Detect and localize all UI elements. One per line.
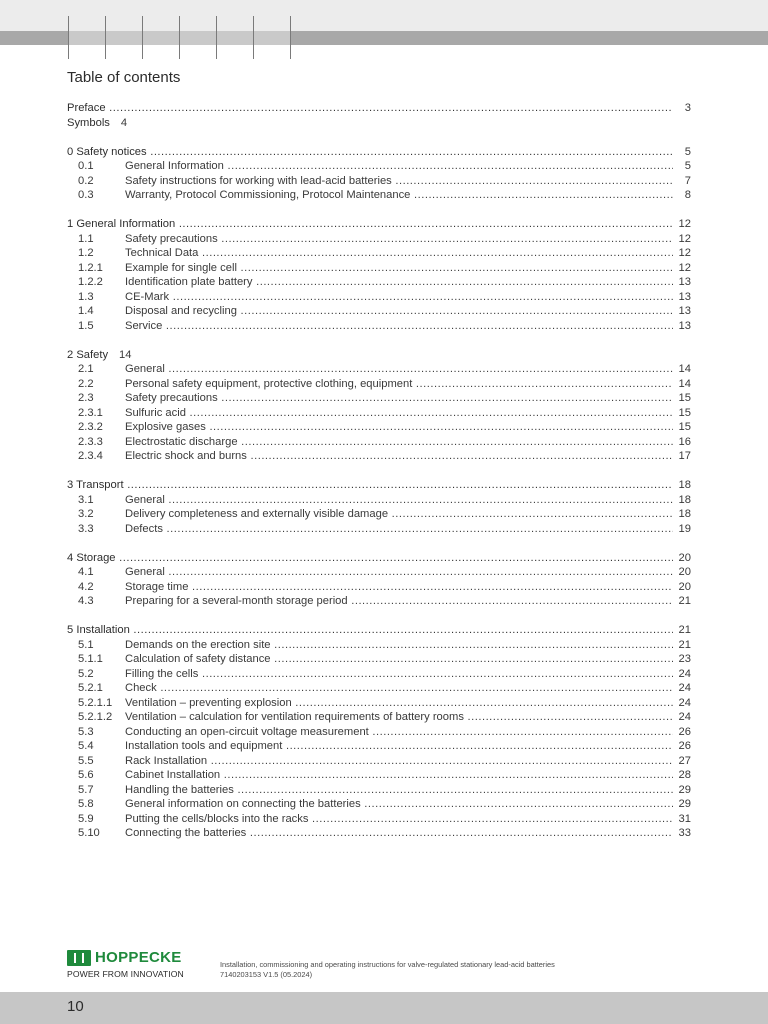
toc-page-number: 21 (678, 624, 691, 636)
toc-entry-label: Check ..... (125, 681, 673, 696)
toc-page-number: 27 (678, 754, 691, 767)
header-tick (105, 16, 106, 59)
toc-section-number: 5.1 (78, 638, 94, 651)
toc-page-number: 24 (678, 667, 691, 680)
toc-chapter-row[interactable] (67, 478, 691, 493)
header-band (0, 0, 768, 31)
toc-entry-row[interactable] (67, 565, 691, 580)
toc-section-number: 2.3.2 (78, 421, 103, 433)
toc-page-number: 21 (678, 638, 691, 651)
toc-section-number: 3.3 (78, 522, 94, 535)
toc-chapter-label: 2 Safety (67, 348, 109, 361)
toc-gap (67, 609, 691, 624)
logo-wordmark: HOPPECKE (95, 949, 182, 966)
toc-entry-label: General ..... (125, 493, 673, 508)
toc-entry-label: Rack Installation ..... (125, 754, 673, 769)
header-tick (179, 16, 180, 59)
toc-entry-label: Installation tools and equipment ..... (125, 739, 673, 754)
toc-page-number: 26 (678, 740, 691, 752)
toc-entry-row[interactable] (67, 580, 691, 595)
toc-section-number: 0.1 (78, 160, 94, 172)
toc-entry-label: Storage time ..... (125, 580, 673, 595)
toc-entry-row[interactable] (67, 638, 691, 653)
toc-entry-row[interactable] (67, 594, 691, 609)
toc-page-number: 23 (678, 653, 691, 665)
toc-entry-label: General ..... (125, 362, 673, 377)
toc-entry-row[interactable] (67, 290, 691, 305)
toc-page-number: 29 (678, 798, 691, 810)
toc-page-number: 13 (678, 319, 691, 332)
toc-entry-label: Disposal and recycling ..... (125, 304, 673, 319)
toc-entry-row[interactable] (67, 739, 691, 754)
header-tick (216, 16, 217, 59)
toc-page-number: 8 (684, 189, 691, 201)
toc-gap (67, 464, 691, 479)
toc-page-number: 19 (678, 522, 691, 535)
toc-chapter-label: 3 Transport ..... (67, 478, 673, 493)
toc-section-number: 4.2 (78, 580, 94, 593)
toc-entry-label: General ..... (125, 565, 673, 580)
toc-page-number: 24 (678, 696, 691, 709)
toc-section-number: 1.2 (78, 247, 94, 259)
toc-entry-label: Ventilation – calculation for ventilation requirements of battery rooms ..... (125, 710, 673, 725)
toc-chapter-row[interactable] (67, 101, 691, 116)
toc-entry-row[interactable] (67, 435, 691, 450)
toc-section-number: 2.3.1 (78, 406, 103, 419)
toc-entry-row[interactable] (67, 652, 691, 667)
toc-entry-row[interactable] (67, 783, 691, 798)
toc-entry-label: Explosive gases ..... (125, 420, 673, 435)
toc-section-number: 4.1 (78, 566, 94, 578)
toc-section-number: 2.3.3 (78, 435, 103, 448)
toc-entry-label: Personal safety equipment, protective clothing, equipment ..... (125, 377, 673, 392)
header-tick (290, 16, 291, 59)
toc-page-number: 33 (678, 827, 691, 839)
toc-page-number: 20 (678, 580, 691, 593)
toc-page-number: 12 (678, 261, 691, 274)
toc-entry-label: Handling the batteries ..... (125, 783, 673, 798)
toc-section-number: 3.1 (78, 493, 94, 506)
toc-entry-label: Demands on the erection site ..... (125, 638, 673, 653)
toc-gap (67, 536, 691, 551)
footer-doc-code: 7140203153 V1.5 (05.2024) (220, 970, 313, 979)
logo-tagline: POWER FROM INNOVATION (67, 969, 184, 979)
toc-chapter-inline (67, 116, 127, 131)
toc-entry-row[interactable] (67, 681, 691, 696)
toc-entry-label: Conducting an open-circuit voltage measurement ..... (125, 725, 673, 740)
toc-page-number: 15 (678, 392, 691, 404)
toc-section-number: 1.5 (78, 319, 94, 332)
toc-chapter-row[interactable] (67, 623, 691, 638)
toc-page-number: 14 (678, 363, 691, 375)
toc-page-number: 18 (678, 493, 691, 506)
page-title: Table of contents (67, 69, 181, 86)
toc-section-number: 0.2 (78, 174, 94, 187)
toc-section-number: 4.3 (78, 595, 94, 607)
toc-section-number: 1.2.2 (78, 276, 103, 288)
toc-entry-label: Delivery completeness and externally visible damage ..... (125, 507, 673, 522)
toc-entry-row[interactable] (67, 797, 691, 812)
toc-entry-label: Ventilation – preventing explosion ..... (125, 696, 673, 711)
page-number: 10 (67, 998, 84, 1015)
toc-section-number: 5.2 (78, 667, 94, 680)
toc-entry-row[interactable] (67, 507, 691, 522)
toc-chapter-label: 5 Installation ..... (67, 623, 673, 638)
toc-page-number: 13 (678, 305, 691, 317)
toc-gap (67, 203, 691, 218)
toc-entry-label: Safety precautions ..... (125, 232, 673, 247)
toc-page-number: 24 (678, 682, 691, 694)
toc-entry-row[interactable] (67, 493, 691, 508)
toc-entry-row[interactable] (67, 304, 691, 319)
toc-entry-label: Filling the cells ..... (125, 667, 673, 682)
toc-entry-row[interactable] (67, 667, 691, 682)
toc-section-number: 5.2.1.2 (78, 711, 113, 723)
toc-page-number: 14 (678, 377, 691, 390)
toc-page-number: 20 (678, 551, 691, 564)
toc-page-number: 3 (684, 102, 691, 114)
toc-entry-row[interactable] (67, 406, 691, 421)
toc-section-number: 5.2.1 (78, 682, 103, 694)
toc-gap (67, 130, 691, 145)
toc-entry-row[interactable] (67, 362, 691, 377)
toc-page-number: 4 (120, 116, 128, 129)
toc-entry-label: Warranty, Protocol Commissioning, Protocol Maintenance ..... (125, 188, 673, 203)
toc-chapter-row[interactable] (67, 551, 691, 566)
toc-entry-row[interactable] (67, 754, 691, 769)
toc-section-number: 1.2.1 (78, 261, 103, 274)
toc-section-number: 2.1 (78, 363, 94, 375)
toc-entry-row[interactable] (67, 174, 691, 189)
toc-entry-row[interactable] (67, 696, 691, 711)
toc-page-number: 15 (678, 421, 691, 433)
toc-entry-label: General information on connecting the batteries ..... (125, 797, 673, 812)
toc-page-number: 5 (684, 160, 691, 172)
toc-entry-label: Preparing for a several-month storage period ..... (125, 594, 673, 609)
toc-section-number: 5.3 (78, 725, 94, 738)
toc-section-number: 2.2 (78, 377, 94, 390)
toc-entry-label: Service ..... (125, 319, 673, 334)
toc-gap (67, 333, 691, 348)
toc-page-number: 17 (678, 450, 691, 462)
toc-entry-row[interactable] (67, 232, 691, 247)
toc-page-number: 21 (678, 595, 691, 607)
toc-section-number: 5.5 (78, 754, 94, 767)
toc-entry-row[interactable] (67, 391, 691, 406)
toc-section-number: 3.2 (78, 508, 94, 520)
toc-chapter-inline (67, 348, 132, 363)
toc-entry-row[interactable] (67, 768, 691, 783)
toc-entry-label: CE-Mark ..... (125, 290, 673, 305)
footer-document-info (220, 960, 555, 980)
toc-page-number: 12 (678, 232, 691, 245)
toc-page-number: 18 (678, 479, 691, 491)
toc-section-number: 5.2.1.1 (78, 696, 113, 709)
toc-page-number: 13 (678, 276, 691, 288)
toc-entry-label: Connecting the batteries ..... (125, 826, 673, 841)
toc-entry-row[interactable] (67, 710, 691, 725)
toc-chapter-label: Symbols (67, 116, 110, 129)
header-tick (142, 16, 143, 59)
toc-page-number: 15 (678, 406, 691, 419)
toc-page-number: 5 (684, 145, 691, 158)
toc-section-number: 1.1 (78, 232, 94, 245)
toc-section-number: 5.1.1 (78, 653, 103, 665)
toc-entry-label: Safety instructions for working with lead-acid batteries ..... (125, 174, 673, 189)
toc-page-number: 13 (678, 290, 691, 303)
toc-entry-label: Electric shock and burns ..... (125, 449, 673, 464)
toc-entry-label: Calculation of safety distance ..... (125, 652, 673, 667)
toc-chapter-label: 1 General Information ..... (67, 217, 673, 232)
toc-chapter-label: 4 Storage ..... (67, 551, 673, 566)
toc-entry-row[interactable] (67, 377, 691, 392)
table-of-contents (67, 101, 691, 841)
toc-entry-row[interactable] (67, 261, 691, 276)
toc-section-number: 0.3 (78, 189, 94, 201)
toc-entry-row[interactable] (67, 522, 691, 537)
toc-entry-label: Safety precautions ..... (125, 391, 673, 406)
toc-entry-label: Sulfuric acid ..... (125, 406, 673, 421)
toc-section-number: 1.4 (78, 305, 94, 317)
footer-doc-title: Installation, commissioning and operating instructions for valve-regulated stationary lead-acid batteries (220, 960, 555, 969)
toc-page-number: 12 (678, 218, 691, 230)
toc-entry-row[interactable] (67, 826, 691, 841)
toc-chapter-row[interactable] (67, 348, 691, 363)
toc-section-number: 5.6 (78, 769, 94, 781)
toc-entry-label: Cabinet Installation ..... (125, 768, 673, 783)
toc-section-number: 5.9 (78, 812, 94, 825)
toc-entry-row[interactable] (67, 725, 691, 740)
toc-entry-label: Technical Data ..... (125, 246, 673, 261)
footer-band (0, 992, 768, 1024)
toc-section-number: 5.7 (78, 783, 94, 796)
toc-chapter-row[interactable] (67, 145, 691, 160)
hoppecke-logo (67, 950, 197, 980)
toc-page-number: 26 (678, 725, 691, 738)
toc-section-number: 5.4 (78, 740, 94, 752)
toc-entry-label: Putting the cells/blocks into the racks ..... (125, 812, 673, 827)
header-tick (253, 16, 254, 59)
toc-entry-row[interactable] (67, 812, 691, 827)
toc-entry-row[interactable] (67, 275, 691, 290)
toc-entry-row[interactable] (67, 246, 691, 261)
toc-page-number: 20 (678, 566, 691, 578)
toc-section-number: 5.8 (78, 798, 94, 810)
toc-entry-label: Defects ..... (125, 522, 673, 537)
toc-entry-label: Electrostatic discharge ..... (125, 435, 673, 450)
logo-mark-icon (67, 950, 91, 966)
toc-chapter-row[interactable] (67, 116, 691, 131)
toc-chapter-row[interactable] (67, 217, 691, 232)
toc-section-number: 1.3 (78, 290, 94, 303)
toc-page-number: 29 (678, 783, 691, 796)
toc-chapter-label: Preface ..... (67, 101, 673, 116)
toc-entry-row[interactable] (67, 319, 691, 334)
header-tick (68, 16, 69, 59)
toc-page-number: 28 (678, 769, 691, 781)
toc-entry-row[interactable] (67, 449, 691, 464)
toc-page-number: 14 (119, 348, 132, 361)
toc-entry-label: General Information ..... (125, 159, 673, 174)
toc-page-number: 7 (684, 174, 691, 187)
toc-entry-row[interactable] (67, 159, 691, 174)
toc-page-number: 31 (678, 812, 691, 825)
toc-page-number: 18 (678, 508, 691, 520)
toc-section-number: 2.3 (78, 392, 94, 404)
toc-chapter-label: 0 Safety notices ..... (67, 145, 673, 160)
toc-section-number: 2.3.4 (78, 450, 103, 462)
toc-page-number: 16 (678, 435, 691, 448)
toc-entry-label: Example for single cell ..... (125, 261, 673, 276)
toc-entry-label: Identification plate battery ..... (125, 275, 673, 290)
toc-page-number: 12 (678, 247, 691, 259)
toc-page-number: 24 (678, 711, 691, 723)
toc-entry-row[interactable] (67, 420, 691, 435)
toc-section-number: 5.10 (78, 827, 100, 839)
toc-entry-row[interactable] (67, 188, 691, 203)
